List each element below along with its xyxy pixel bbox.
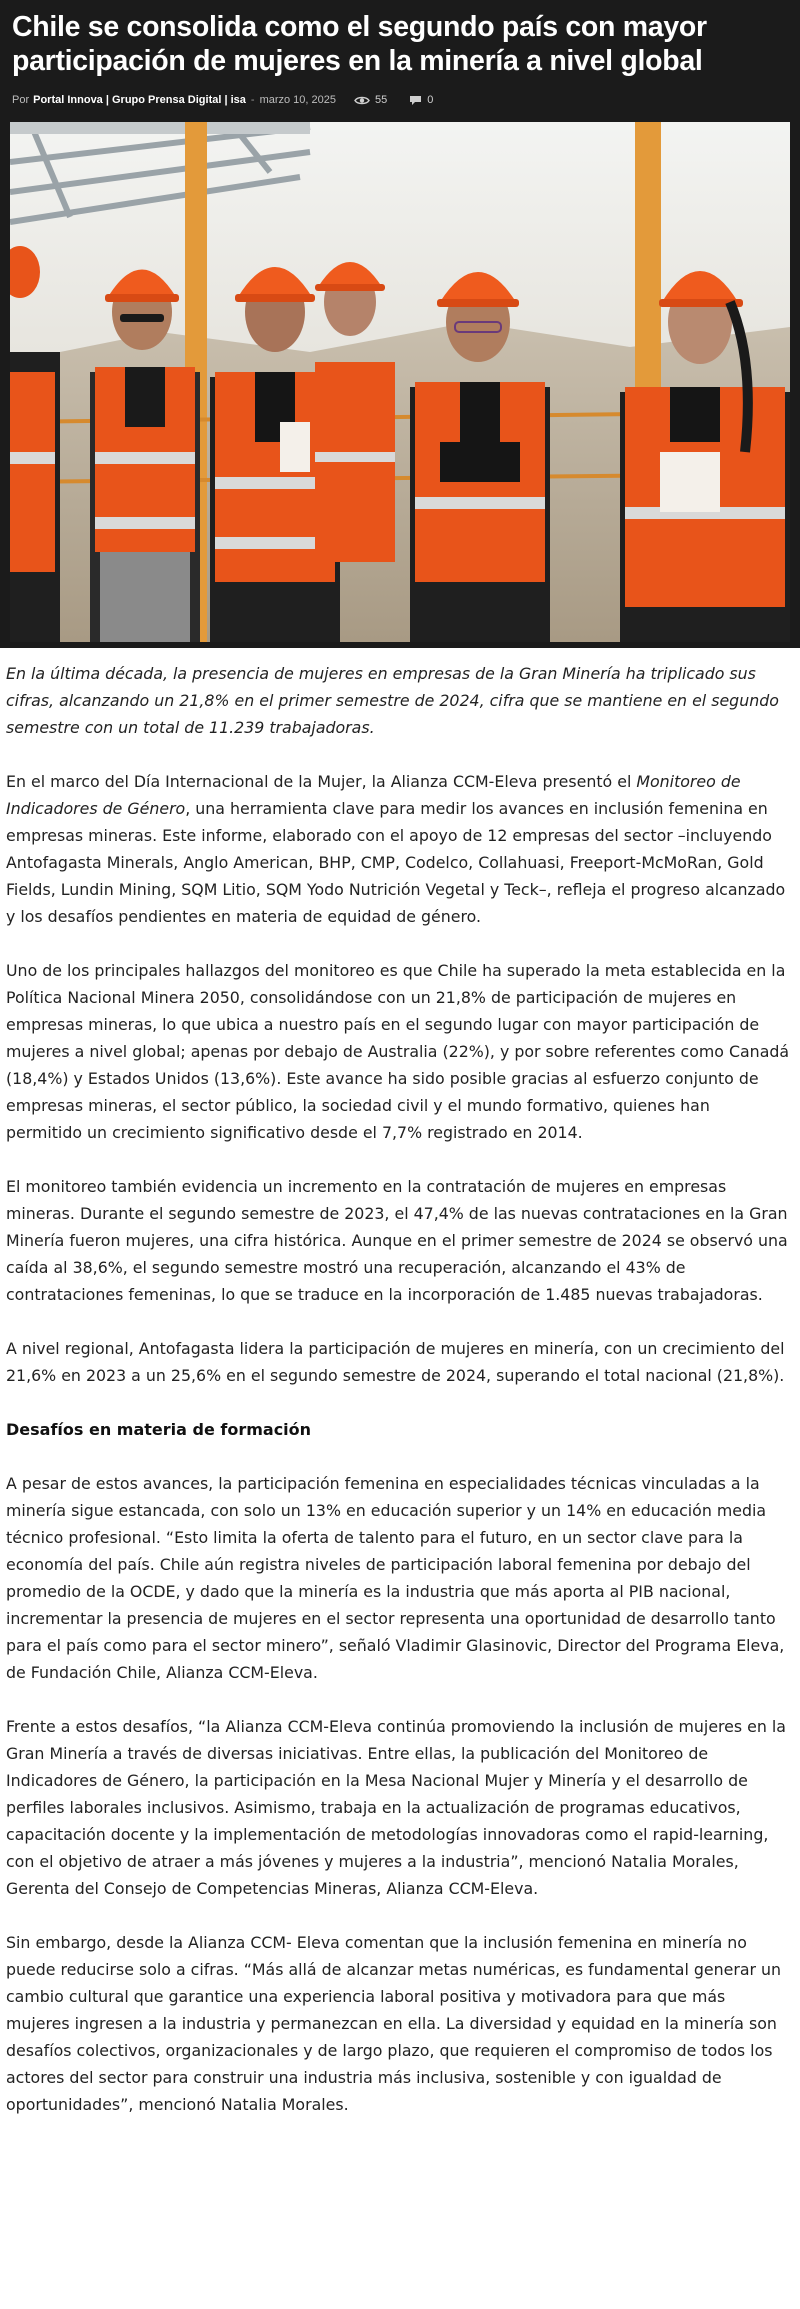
paragraph-1-end: , una herramienta clave para medir los avances en inclusión femenina en empresas mineras. Este informe, elaborado con el apoyo de 12 empresas del sector –incluyendo Antofagasta Minerals, Anglo American, BHP, CMP, Codelco, Collahuasi, Freeport-McMoRan, Gold Fields, Lundin Mining, SQM Litio, SQM Yodo Nutrición Vegetal y Teck–, refleja el progreso alcanzado y los desafíos pendientes en materia de equidad de género. <box>6 799 786 926</box>
by-label: Por <box>12 94 30 106</box>
comment-icon <box>409 95 422 106</box>
paragraph-6: Frente a estos desafíos, “la Alianza CCM-Eleva continúa promoviendo la inclusión de mujeres en la Gran Minería a través de diversas iniciativas. Entre ellas, la publicación del Monitoreo de Indicadores de Género, la participación en la Mesa Nacional Mujer y Minería y el desarrollo de perfiles laborales inclusivos. Asimismo, trabaja en la actualización de programas educativos, capacitación docente y la implementación de metodologías innovadoras como el rapid-learning, con el objetivo de atraer a más jóvenes y mujeres a la industria”, mencionó Natalia Morales, Gerenta del Consejo de Competencias Mineras, Alianza CCM-Eleva. <box>6 1717 786 1898</box>
article-lead: En la última década, la presencia de mujeres en empresas de la Gran Minería ha triplicado sus cifras, alcanzando un 21,8% en el primer semestre de 2024, cifra que se mantiene en el segundo semestre con un total de 11.239 trabajadoras. <box>6 664 779 737</box>
section-heading: Desafíos en materia de formación <box>6 1420 312 1439</box>
comments-count: 0 <box>427 94 434 106</box>
meta-separator: - <box>250 94 255 106</box>
author-link[interactable]: Portal Innova | Grupo Prensa Digital | isa <box>33 94 246 106</box>
article-header <box>0 0 800 648</box>
report-name: Monitoreo de Indicadores de Género <box>6 772 741 818</box>
views-stat <box>354 94 387 106</box>
article-title: Chile se consolida como el segundo país con mayor participación de mujeres en la minería a nivel global <box>12 11 707 77</box>
paragraph-1-start: En el marco del Día Internacional de la Mujer, la Alianza CCM-Eleva presentó el <box>6 772 637 791</box>
paragraph-2: Uno de los principales hallazgos del monitoreo es que Chile ha superado la meta establecida en la Política Nacional Minera 2050, consolidándose con un 21,8% de participación de mujeres en empresas mineras, lo que ubica a nuestro país en el segundo lugar con mayor participación de mujeres a nivel global; apenas por debajo de Australia (22%), y por sobre referentes como Canadá (18,4%) y Estados Unidos (13,6%). Este avance ha sido posible gracias al esfuerzo conjunto de empresas mineras, el sector público, la sociedad civil y el mundo formativo, quienes han permitido un crecimiento significativo desde el 7,7% registrado en 2014. <box>6 961 790 1142</box>
eye-icon <box>354 95 370 106</box>
women-miners-photo <box>10 122 790 642</box>
featured-image <box>10 122 790 642</box>
comments-link[interactable] <box>409 94 433 106</box>
publish-date: marzo 10, 2025 <box>259 94 336 106</box>
paragraph-4: A nivel regional, Antofagasta lidera la participación de mujeres en minería, con un crecimiento del 21,6% en 2023 a un 25,6% en el segundo semestre de 2024, superando el total nacional (21,8%). <box>6 1339 785 1385</box>
paragraph-3: El monitoreo también evidencia un incremento en la contratación de mujeres en empresas mineras. Durante el segundo semestre de 2023, el 47,4% de las nuevas contrataciones en la Gran Minería fueron mujeres, una cifra histórica. Aunque en el primer semestre de 2024 se observó una caída al 38,6%, el segundo semestre mostró una recuperación, alcanzando el 43% de contrataciones femeninas, lo que se traduce en la incorporación de 1.485 nuevas trabajadoras. <box>6 1177 788 1304</box>
views-count: 55 <box>375 94 388 106</box>
article-body <box>0 648 800 2165</box>
article-meta <box>10 84 790 116</box>
paragraph-1 <box>6 768 790 930</box>
paragraph-5: A pesar de estos avances, la participación femenina en especialidades técnicas vinculadas a la minería sigue estancada, con solo un 13% en educación superior y un 14% en educación media técnico profesional. “Esto limita la oferta de talento para el futuro, en un sector clave para la economía del país. Chile aún registra niveles de participación laboral femenina por debajo del promedio de la OCDE, y dado que la minería es la industria que más aporta al PIB nacional, incrementar la presencia de mujeres en el sector representa una oportunidad de desarrollo tanto para el país como para el sector minero”, señaló Vladimir Glasinovic, Director del Programa Eleva, de Fundación Chile, Alianza CCM-Eleva. <box>6 1474 785 1682</box>
paragraph-7: Sin embargo, desde la Alianza CCM- Eleva comentan que la inclusión femenina en minería no puede reducirse solo a cifras. “Más allá de alcanzar metas numéricas, es fundamental generar un cambio cultural que garantice una experiencia laboral positiva y motivadora para que más mujeres ingresen a la industria y permanezcan en ella. La diversidad y equidad en la minería son desafíos colectivos, organizacionales y de largo plazo, que requieren el compromiso de todos los actores del sector para construir una industria más inclusiva, sostenible y con igualdad de oportunidades”, mencionó Natalia Morales. <box>6 1933 782 2114</box>
